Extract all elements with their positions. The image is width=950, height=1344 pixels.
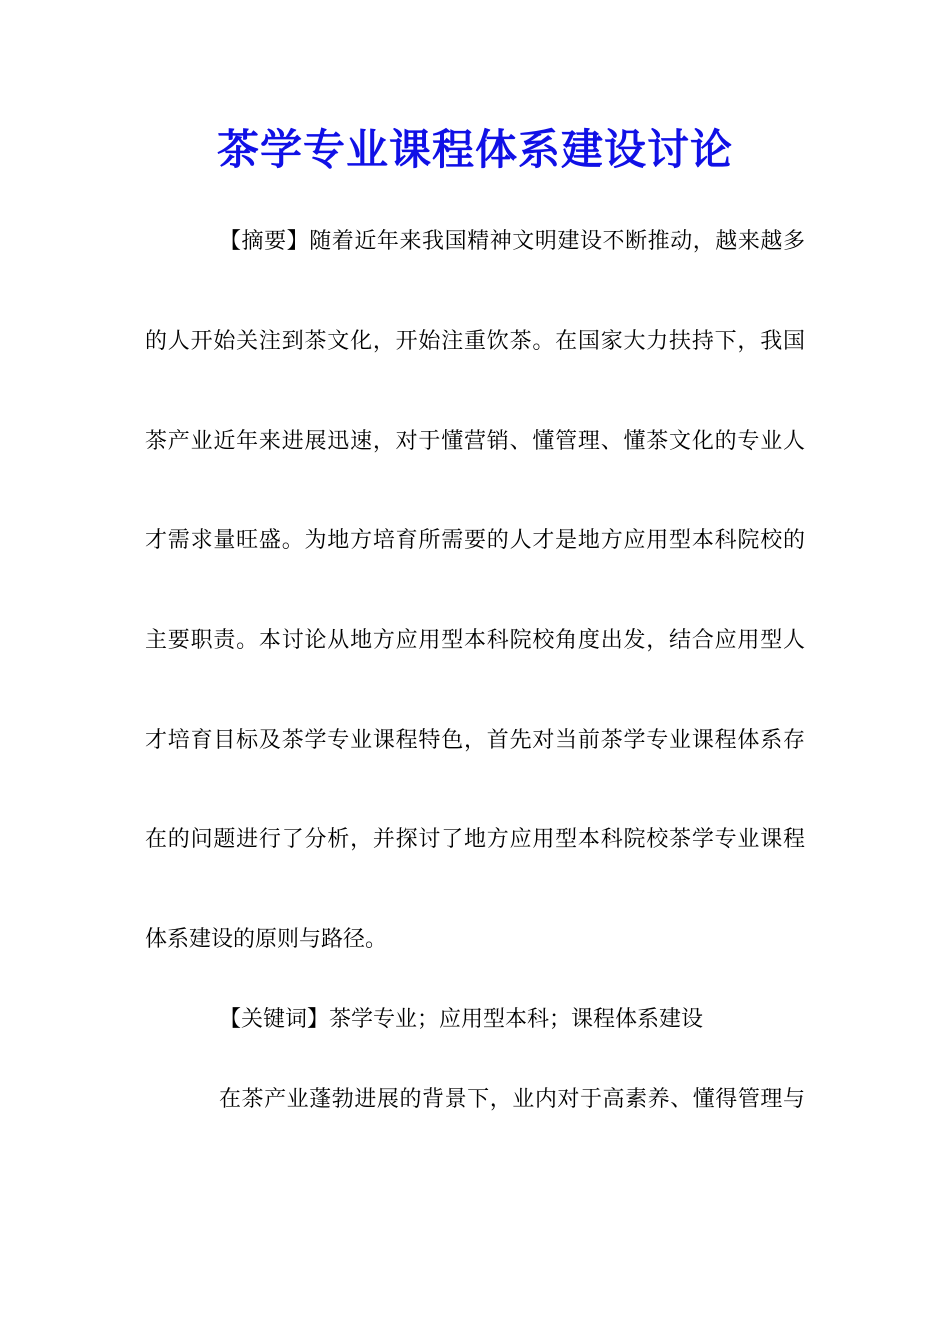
abstract-line: 在的问题进行了分析，并探讨了地方应用型本科院校茶学专业课程 (145, 827, 805, 852)
abstract-line: 才需求量旺盛。为地方培育所需要的人才是地方应用型本科院校的 (145, 528, 805, 553)
body-paragraph-line: 在茶产业蓬勃进展的背景下，业内对于高素养、懂得管理与 (219, 1087, 805, 1112)
abstract-line: 【摘要】随着近年来我国精神文明建设不断推动，越来越多 (219, 229, 805, 254)
abstract-line: 的人开始关注到茶文化，开始注重饮茶。在国家大力扶持下，我国 (145, 329, 805, 354)
abstract-line: 茶产业近年来进展迅速，对于懂营销、懂管理、懂茶文化的专业人 (145, 429, 805, 454)
abstract-line: 体系建设的原则与路径。 (145, 927, 388, 952)
keywords-line: 【关键词】茶学专业；应用型本科；课程体系建设 (219, 1007, 704, 1032)
abstract-line: 主要职责。本讨论从地方应用型本科院校角度出发，结合应用型人 (145, 628, 805, 653)
document-title: 茶学专业课程体系建设讨论 (216, 125, 733, 174)
abstract-line: 才培育目标及茶学专业课程特色，首先对当前茶学专业课程体系存 (145, 728, 805, 753)
